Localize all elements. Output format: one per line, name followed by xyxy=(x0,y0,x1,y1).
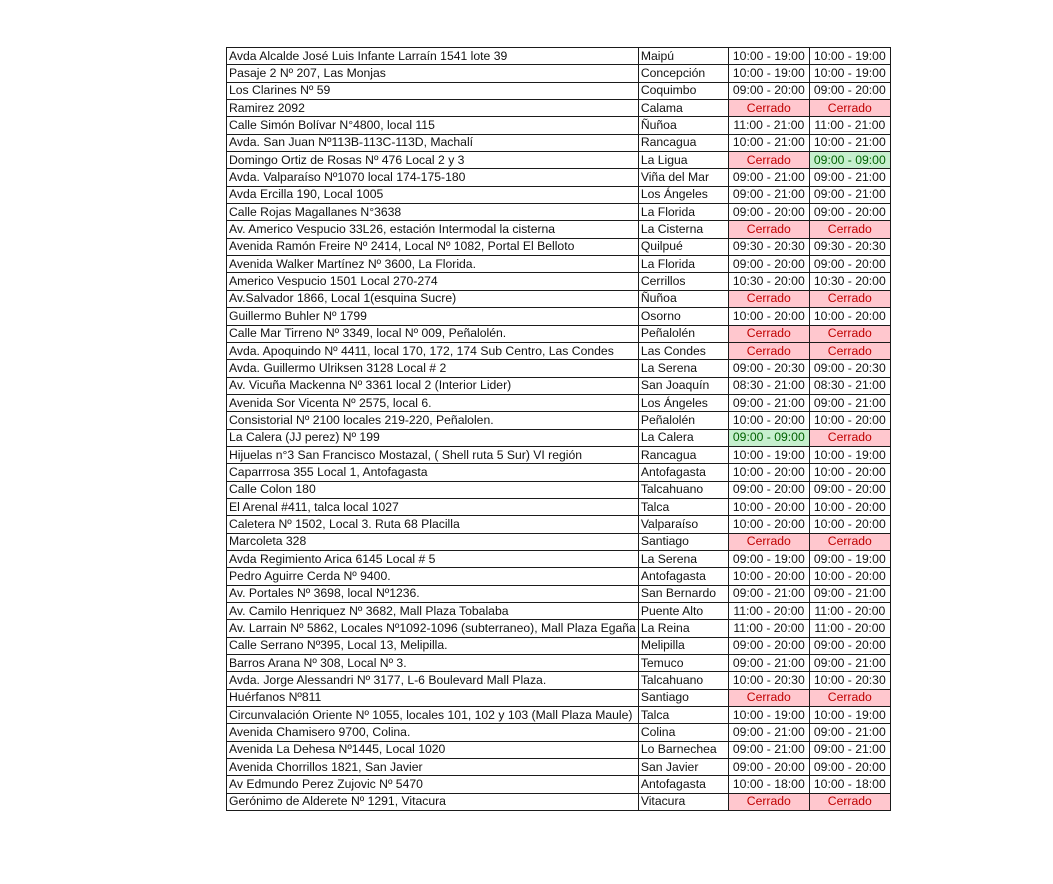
hours-cell-1[interactable]: 09:00 - 20:00 xyxy=(728,759,809,776)
table-row xyxy=(227,793,891,810)
hours-cell-1[interactable]: 09:30 - 20:30 xyxy=(728,238,809,255)
city-cell[interactable]: Temuco xyxy=(638,655,728,672)
hours-cell-2[interactable]: Cerrado xyxy=(809,325,890,342)
hours-cell-1[interactable]: Cerrado xyxy=(728,152,809,169)
hours-cell-2[interactable]: 10:00 - 20:00 xyxy=(809,568,890,585)
address-cell[interactable]: Circunvalación Oriente Nº 1055, locales 101, 102 y 103 (Mall Plaza Maule) xyxy=(227,707,639,724)
address-cell[interactable]: Avda Ercilla 190, Local 1005 xyxy=(227,186,639,203)
hours-cell-2[interactable]: 09:00 - 20:30 xyxy=(809,360,890,377)
hours-cell-2[interactable]: 10:00 - 18:00 xyxy=(809,776,890,793)
address-cell[interactable]: Avda. San Juan Nº113B-113C-113D, Machalí xyxy=(227,134,639,151)
table-row xyxy=(227,707,891,724)
hours-cell-2[interactable]: 10:00 - 19:00 xyxy=(809,446,890,463)
city-cell[interactable]: Ñuñoa xyxy=(638,290,728,307)
hours-cell-2[interactable]: Cerrado xyxy=(809,429,890,446)
address-cell[interactable]: Caletera Nº 1502, Local 3. Ruta 68 Placilla xyxy=(227,516,639,533)
table-row xyxy=(227,603,891,620)
address-cell[interactable]: Calle Mar Tirreno Nº 3349, local Nº 009, Peñalolén. xyxy=(227,325,639,342)
hours-cell-1[interactable]: 09:00 - 21:00 xyxy=(728,741,809,758)
city-cell[interactable]: Lo Barnechea xyxy=(638,741,728,758)
table-row xyxy=(227,273,891,290)
city-cell[interactable]: Talcahuano xyxy=(638,672,728,689)
city-cell[interactable]: La Cisterna xyxy=(638,221,728,238)
hours-cell-2[interactable]: Cerrado xyxy=(809,221,890,238)
address-cell[interactable]: Av.Salvador 1866, Local 1(esquina Sucre) xyxy=(227,290,639,307)
city-cell[interactable]: Quilpué xyxy=(638,238,728,255)
hours-cell-1[interactable]: 09:00 - 20:00 xyxy=(728,481,809,498)
address-cell[interactable]: Pedro Aguirre Cerda Nº 9400. xyxy=(227,568,639,585)
address-cell[interactable]: Avda. Apoquindo Nº 4411, local 170, 172, 174 Sub Centro, Las Condes xyxy=(227,342,639,359)
table-row xyxy=(227,308,891,325)
city-cell[interactable]: Valparaíso xyxy=(638,516,728,533)
address-cell[interactable]: Av Edmundo Perez Zujovic Nº 5470 xyxy=(227,776,639,793)
city-cell[interactable]: Calama xyxy=(638,100,728,117)
hours-cell-2[interactable]: 10:00 - 20:00 xyxy=(809,516,890,533)
city-cell[interactable]: Cerrillos xyxy=(638,273,728,290)
hours-cell-2[interactable]: 10:00 - 20:30 xyxy=(809,672,890,689)
table-row xyxy=(227,186,891,203)
hours-cell-1[interactable]: 10:00 - 20:00 xyxy=(728,308,809,325)
hours-cell-1[interactable]: 09:00 - 09:00 xyxy=(728,429,809,446)
hours-cell-1[interactable]: Cerrado xyxy=(728,533,809,550)
table-row xyxy=(227,82,891,99)
hours-cell-1[interactable]: 09:00 - 20:00 xyxy=(728,256,809,273)
hours-cell-1[interactable]: 09:00 - 21:00 xyxy=(728,585,809,602)
city-cell[interactable]: Las Condes xyxy=(638,342,728,359)
address-cell[interactable]: Hijuelas n°3 San Francisco Mostazal, ( Shell ruta 5 Sur) VI región xyxy=(227,446,639,463)
table-row xyxy=(227,117,891,134)
city-cell[interactable]: Talca xyxy=(638,498,728,515)
table-row xyxy=(227,672,891,689)
address-cell[interactable]: Americo Vespucio 1501 Local 270-274 xyxy=(227,273,639,290)
city-cell[interactable]: Talcahuano xyxy=(638,481,728,498)
table-row xyxy=(227,429,891,446)
address-cell[interactable]: Huérfanos Nº811 xyxy=(227,689,639,706)
address-cell[interactable]: Av. Americo Vespucio 33L26, estación Intermodal la cisterna xyxy=(227,221,639,238)
city-cell[interactable]: Viña del Mar xyxy=(638,169,728,186)
city-cell[interactable]: San Bernardo xyxy=(638,585,728,602)
address-cell[interactable]: El Arenal #411, talca local 1027 xyxy=(227,498,639,515)
city-cell[interactable]: San Javier xyxy=(638,759,728,776)
hours-cell-1[interactable]: 09:00 - 21:00 xyxy=(728,724,809,741)
address-cell[interactable]: Consistorial Nº 2100 locales 219-220, Peñalolen. xyxy=(227,412,639,429)
address-cell[interactable]: Marcoleta 328 xyxy=(227,533,639,550)
hours-cell-1[interactable]: Cerrado xyxy=(728,100,809,117)
address-cell[interactable]: Calle Simón Bolívar N°4800, local 115 xyxy=(227,117,639,134)
table-row xyxy=(227,65,891,82)
spreadsheet-range xyxy=(226,47,891,811)
hours-cell-2[interactable]: 10:00 - 21:00 xyxy=(809,134,890,151)
address-cell[interactable]: Avenida Ramón Freire Nº 2414, Local Nº 1082, Portal El Belloto xyxy=(227,238,639,255)
address-cell[interactable]: Ramirez 2092 xyxy=(227,100,639,117)
address-cell[interactable]: Barros Arana Nº 308, Local Nº 3. xyxy=(227,655,639,672)
hours-cell-2[interactable]: 09:00 - 19:00 xyxy=(809,550,890,567)
hours-cell-2[interactable]: 11:00 - 21:00 xyxy=(809,117,890,134)
hours-cell-1[interactable]: 09:00 - 21:00 xyxy=(728,655,809,672)
address-cell[interactable]: Pasaje 2 Nº 207, Las Monjas xyxy=(227,65,639,82)
address-cell[interactable]: Avda. Jorge Alessandri Nº 3177, L-6 Boulevard Mall Plaza. xyxy=(227,672,639,689)
hours-cell-1[interactable]: Cerrado xyxy=(728,342,809,359)
table-row xyxy=(227,446,891,463)
hours-cell-2[interactable]: 09:00 - 20:00 xyxy=(809,759,890,776)
hours-cell-2[interactable]: 10:00 - 20:00 xyxy=(809,412,890,429)
city-cell[interactable]: Coquimbo xyxy=(638,82,728,99)
address-cell[interactable]: Avenida Sor Vicenta Nº 2575, local 6. xyxy=(227,394,639,411)
city-cell[interactable]: Los Ángeles xyxy=(638,186,728,203)
hours-cell-2[interactable]: 09:00 - 20:00 xyxy=(809,637,890,654)
hours-cell-2[interactable]: 10:30 - 20:00 xyxy=(809,273,890,290)
address-cell[interactable]: Av. Portales Nº 3698, local Nº1236. xyxy=(227,585,639,602)
hours-cell-2[interactable]: 10:00 - 19:00 xyxy=(809,48,890,65)
hours-cell-2[interactable]: Cerrado xyxy=(809,689,890,706)
table-row xyxy=(227,290,891,307)
hours-cell-2[interactable]: 09:00 - 20:00 xyxy=(809,256,890,273)
city-cell[interactable]: Santiago xyxy=(638,689,728,706)
address-cell[interactable]: Av. Vicuña Mackenna Nº 3361 local 2 (Interior Lider) xyxy=(227,377,639,394)
hours-cell-2[interactable]: Cerrado xyxy=(809,100,890,117)
city-cell[interactable]: Antofagasta xyxy=(638,568,728,585)
hours-cell-1[interactable]: 09:00 - 20:30 xyxy=(728,360,809,377)
hours-cell-2[interactable]: 10:00 - 20:00 xyxy=(809,308,890,325)
hours-cell-1[interactable]: 10:00 - 18:00 xyxy=(728,776,809,793)
table-row xyxy=(227,689,891,706)
hours-cell-2[interactable]: Cerrado xyxy=(809,290,890,307)
address-cell[interactable]: Domingo Ortiz de Rosas Nº 476 Local 2 y 3 xyxy=(227,152,639,169)
hours-cell-1[interactable]: 09:00 - 20:00 xyxy=(728,82,809,99)
table-row xyxy=(227,655,891,672)
table-row xyxy=(227,48,891,65)
hours-cell-2[interactable]: 09:00 - 21:00 xyxy=(809,186,890,203)
hours-cell-2[interactable]: 09:00 - 21:00 xyxy=(809,724,890,741)
city-cell[interactable]: La Reina xyxy=(638,620,728,637)
hours-cell-2[interactable]: 08:30 - 21:00 xyxy=(809,377,890,394)
address-cell[interactable]: Calle Rojas Magallanes N°3638 xyxy=(227,204,639,221)
table-row xyxy=(227,550,891,567)
hours-cell-2[interactable]: 11:00 - 20:00 xyxy=(809,620,890,637)
city-cell[interactable]: Santiago xyxy=(638,533,728,550)
city-cell[interactable]: Rancagua xyxy=(638,134,728,151)
table-row xyxy=(227,759,891,776)
address-cell[interactable]: Avenida La Dehesa Nº1445, Local 1020 xyxy=(227,741,639,758)
hours-cell-1[interactable]: 10:00 - 20:30 xyxy=(728,672,809,689)
city-cell[interactable]: La Serena xyxy=(638,360,728,377)
city-cell[interactable]: Antofagasta xyxy=(638,464,728,481)
address-cell[interactable]: Av. Larrain Nº 5862, Locales Nº1092-1096 (subterraneo), Mall Plaza Egaña xyxy=(227,620,639,637)
hours-cell-2[interactable]: 09:00 - 20:00 xyxy=(809,82,890,99)
hours-cell-2[interactable]: 09:00 - 21:00 xyxy=(809,741,890,758)
hours-cell-1[interactable]: 11:00 - 20:00 xyxy=(728,620,809,637)
hours-cell-2[interactable]: 09:30 - 20:30 xyxy=(809,238,890,255)
table-row xyxy=(227,568,891,585)
city-cell[interactable]: La Serena xyxy=(638,550,728,567)
address-cell[interactable]: Avenida Chorrillos 1821, San Javier xyxy=(227,759,639,776)
address-cell[interactable]: Los Clarines Nº 59 xyxy=(227,82,639,99)
address-cell[interactable]: Guillermo Buhler Nº 1799 xyxy=(227,308,639,325)
table-row xyxy=(227,776,891,793)
table-row xyxy=(227,620,891,637)
table-row xyxy=(227,238,891,255)
city-cell[interactable]: La Ligua xyxy=(638,152,728,169)
city-cell[interactable]: La Florida xyxy=(638,204,728,221)
hours-cell-1[interactable]: 09:00 - 20:00 xyxy=(728,637,809,654)
table-row xyxy=(227,637,891,654)
hours-cell-1[interactable]: 08:30 - 21:00 xyxy=(728,377,809,394)
hours-cell-1[interactable]: 09:00 - 21:00 xyxy=(728,186,809,203)
table-row xyxy=(227,481,891,498)
address-cell[interactable]: Av. Camilo Henriquez Nº 3682, Mall Plaza Tobalaba xyxy=(227,603,639,620)
hours-cell-2[interactable]: 09:00 - 20:00 xyxy=(809,481,890,498)
hours-cell-2[interactable]: 09:00 - 09:00 xyxy=(809,152,890,169)
address-cell[interactable]: Avda Regimiento Arica 6145 Local # 5 xyxy=(227,550,639,567)
address-cell[interactable]: Avda. Valparaíso Nº1070 local 174-175-180 xyxy=(227,169,639,186)
table-row xyxy=(227,325,891,342)
city-cell[interactable]: La Florida xyxy=(638,256,728,273)
city-cell[interactable]: San Joaquín xyxy=(638,377,728,394)
city-cell[interactable]: Peñalolén xyxy=(638,325,728,342)
address-cell[interactable]: Avda. Guillermo Ulriksen 3128 Local # 2 xyxy=(227,360,639,377)
table-row xyxy=(227,360,891,377)
table-row xyxy=(227,585,891,602)
city-cell[interactable]: Puente Alto xyxy=(638,603,728,620)
address-cell[interactable]: La Calera (JJ perez) Nº 199 xyxy=(227,429,639,446)
hours-cell-2[interactable]: 10:00 - 20:00 xyxy=(809,498,890,515)
hours-cell-1[interactable]: 10:00 - 21:00 xyxy=(728,134,809,151)
hours-cell-1[interactable]: 10:00 - 20:00 xyxy=(728,412,809,429)
hours-cell-2[interactable]: Cerrado xyxy=(809,533,890,550)
city-cell[interactable]: Talca xyxy=(638,707,728,724)
hours-cell-2[interactable]: 09:00 - 21:00 xyxy=(809,394,890,411)
city-cell[interactable]: La Calera xyxy=(638,429,728,446)
table-row xyxy=(227,342,891,359)
hours-cell-1[interactable]: 11:00 - 20:00 xyxy=(728,603,809,620)
hours-cell-1[interactable]: 11:00 - 21:00 xyxy=(728,117,809,134)
hours-cell-2[interactable]: 11:00 - 20:00 xyxy=(809,603,890,620)
store-hours-table xyxy=(226,47,891,811)
hours-cell-1[interactable]: Cerrado xyxy=(728,325,809,342)
hours-cell-1[interactable]: 10:00 - 19:00 xyxy=(728,65,809,82)
table-row xyxy=(227,100,891,117)
city-cell[interactable]: Los Ángeles xyxy=(638,394,728,411)
table-body xyxy=(227,48,891,811)
table-row xyxy=(227,377,891,394)
table-row xyxy=(227,152,891,169)
hours-cell-2[interactable]: 09:00 - 21:00 xyxy=(809,655,890,672)
table-row xyxy=(227,412,891,429)
table-row xyxy=(227,498,891,515)
table-row xyxy=(227,741,891,758)
table-row xyxy=(227,724,891,741)
city-cell[interactable]: Maipú xyxy=(638,48,728,65)
hours-cell-2[interactable]: 10:00 - 19:00 xyxy=(809,65,890,82)
table-row xyxy=(227,169,891,186)
address-cell[interactable]: Avenida Chamisero 9700, Colina. xyxy=(227,724,639,741)
hours-cell-2[interactable]: Cerrado xyxy=(809,342,890,359)
table-row xyxy=(227,464,891,481)
hours-cell-1[interactable]: Cerrado xyxy=(728,221,809,238)
hours-cell-1[interactable]: 09:00 - 21:00 xyxy=(728,394,809,411)
hours-cell-1[interactable]: 10:00 - 20:00 xyxy=(728,568,809,585)
hours-cell-2[interactable]: 09:00 - 21:00 xyxy=(809,169,890,186)
table-row xyxy=(227,533,891,550)
hours-cell-1[interactable]: Cerrado xyxy=(728,689,809,706)
table-row xyxy=(227,516,891,533)
hours-cell-1[interactable]: 10:00 - 19:00 xyxy=(728,446,809,463)
hours-cell-1[interactable]: 10:00 - 19:00 xyxy=(728,707,809,724)
hours-cell-1[interactable]: 10:00 - 20:00 xyxy=(728,516,809,533)
city-cell[interactable]: Vitacura xyxy=(638,793,728,810)
hours-cell-2[interactable]: 09:00 - 20:00 xyxy=(809,204,890,221)
hours-cell-1[interactable]: 10:00 - 19:00 xyxy=(728,48,809,65)
hours-cell-1[interactable]: Cerrado xyxy=(728,793,809,810)
table-row xyxy=(227,221,891,238)
address-cell[interactable]: Avenida Walker Martínez Nº 3600, La Florida. xyxy=(227,256,639,273)
city-cell[interactable]: Rancagua xyxy=(638,446,728,463)
city-cell[interactable]: Colina xyxy=(638,724,728,741)
city-cell[interactable]: Melipilla xyxy=(638,637,728,654)
hours-cell-2[interactable]: Cerrado xyxy=(809,793,890,810)
city-cell[interactable]: Ñuñoa xyxy=(638,117,728,134)
city-cell[interactable]: Concepción xyxy=(638,65,728,82)
city-cell[interactable]: Peñalolén xyxy=(638,412,728,429)
hours-cell-1[interactable]: Cerrado xyxy=(728,290,809,307)
hours-cell-2[interactable]: 09:00 - 21:00 xyxy=(809,585,890,602)
address-cell[interactable]: Calle Serrano Nº395, Local 13, Melipilla. xyxy=(227,637,639,654)
hours-cell-1[interactable]: 09:00 - 19:00 xyxy=(728,550,809,567)
hours-cell-1[interactable]: 10:00 - 20:00 xyxy=(728,498,809,515)
hours-cell-2[interactable]: 10:00 - 19:00 xyxy=(809,707,890,724)
table-row xyxy=(227,204,891,221)
city-cell[interactable]: Antofagasta xyxy=(638,776,728,793)
table-row xyxy=(227,394,891,411)
address-cell[interactable]: Caparrrosa 355 Local 1, Antofagasta xyxy=(227,464,639,481)
hours-cell-1[interactable]: 09:00 - 21:00 xyxy=(728,169,809,186)
city-cell[interactable]: Osorno xyxy=(638,308,728,325)
hours-cell-1[interactable]: 09:00 - 20:00 xyxy=(728,204,809,221)
hours-cell-2[interactable]: 10:00 - 20:00 xyxy=(809,464,890,481)
hours-cell-1[interactable]: 10:30 - 20:00 xyxy=(728,273,809,290)
hours-cell-1[interactable]: 10:00 - 20:00 xyxy=(728,464,809,481)
address-cell[interactable]: Calle Colon 180 xyxy=(227,481,639,498)
table-row xyxy=(227,134,891,151)
address-cell[interactable]: Avda Alcalde José Luis Infante Larraín 1541 lote 39 xyxy=(227,48,639,65)
table-row xyxy=(227,256,891,273)
address-cell[interactable]: Gerónimo de Alderete Nº 1291, Vitacura xyxy=(227,793,639,810)
